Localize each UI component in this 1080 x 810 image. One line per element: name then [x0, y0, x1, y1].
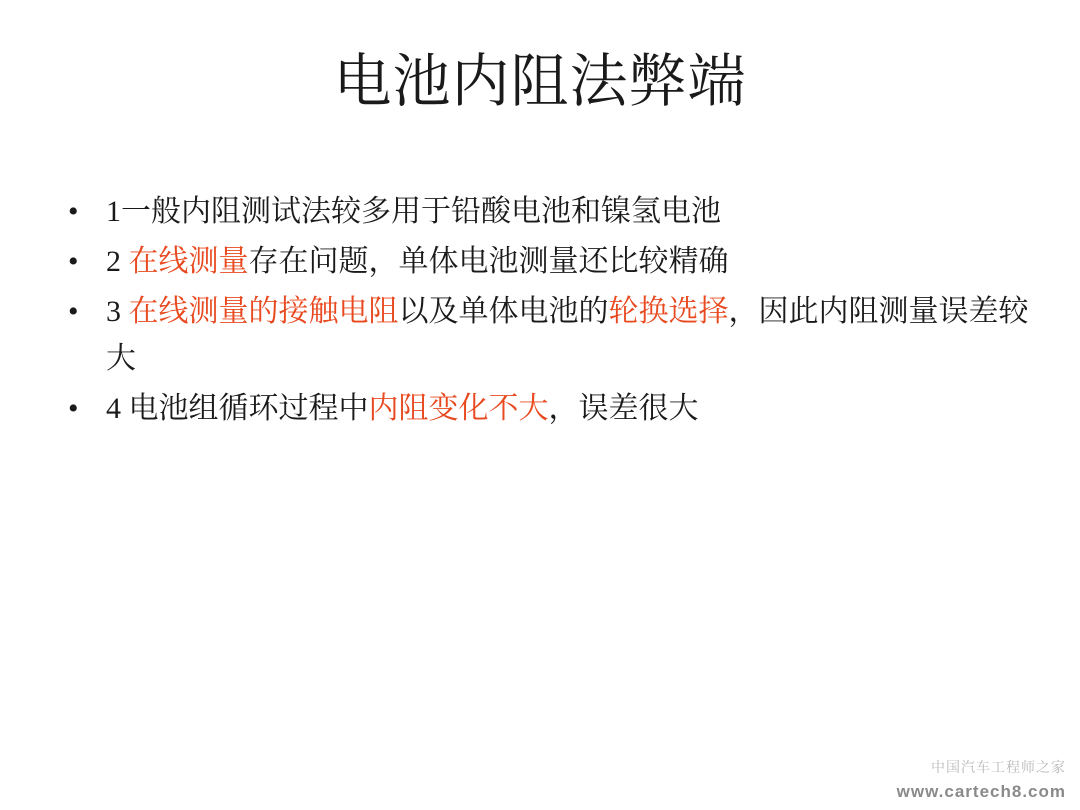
list-item-text [106, 392, 699, 425]
plain-text: 存在问题，单体电池测量还比较精确 [248, 245, 729, 278]
plain-text: ，误差很大 [548, 392, 699, 425]
plain-text: 以及单体电池的 [398, 295, 609, 328]
bullet-marker-icon: • [68, 392, 79, 425]
list-item [56, 238, 1036, 285]
bullet-marker-icon: • [68, 195, 79, 228]
highlighted-text: 在线测量的接触电阻 [128, 295, 399, 328]
list-item-text [106, 195, 721, 228]
plain-text: 1一般内阻测试法较多用于铅酸电池和镍氢电池 [106, 195, 721, 228]
watermark-url: www.cartech8.com [896, 782, 1066, 801]
bullet-marker-icon: • [68, 295, 79, 328]
plain-text: 2 [106, 245, 129, 278]
list-item-text [106, 295, 1029, 375]
plain-text: 4 电池组循环过程中 [106, 392, 369, 425]
list-item [56, 188, 1036, 235]
highlighted-text: 内阻变化不大 [368, 392, 549, 425]
bullet-list [56, 188, 1036, 435]
page-title: 电池内阻法弊端 [333, 49, 747, 114]
list-item [56, 385, 1036, 432]
highlighted-text: 轮换选择 [608, 295, 729, 328]
bullet-marker-icon: • [68, 245, 79, 278]
list-item-text [106, 245, 729, 278]
list-item [56, 288, 1036, 382]
plain-text: ，因此内阻测量误差较大 [106, 295, 1029, 375]
highlighted-text: 在线测量 [128, 245, 249, 278]
watermark-brand: 中国汽车工程师之家 [931, 759, 1066, 775]
plain-text: 3 [106, 295, 129, 328]
